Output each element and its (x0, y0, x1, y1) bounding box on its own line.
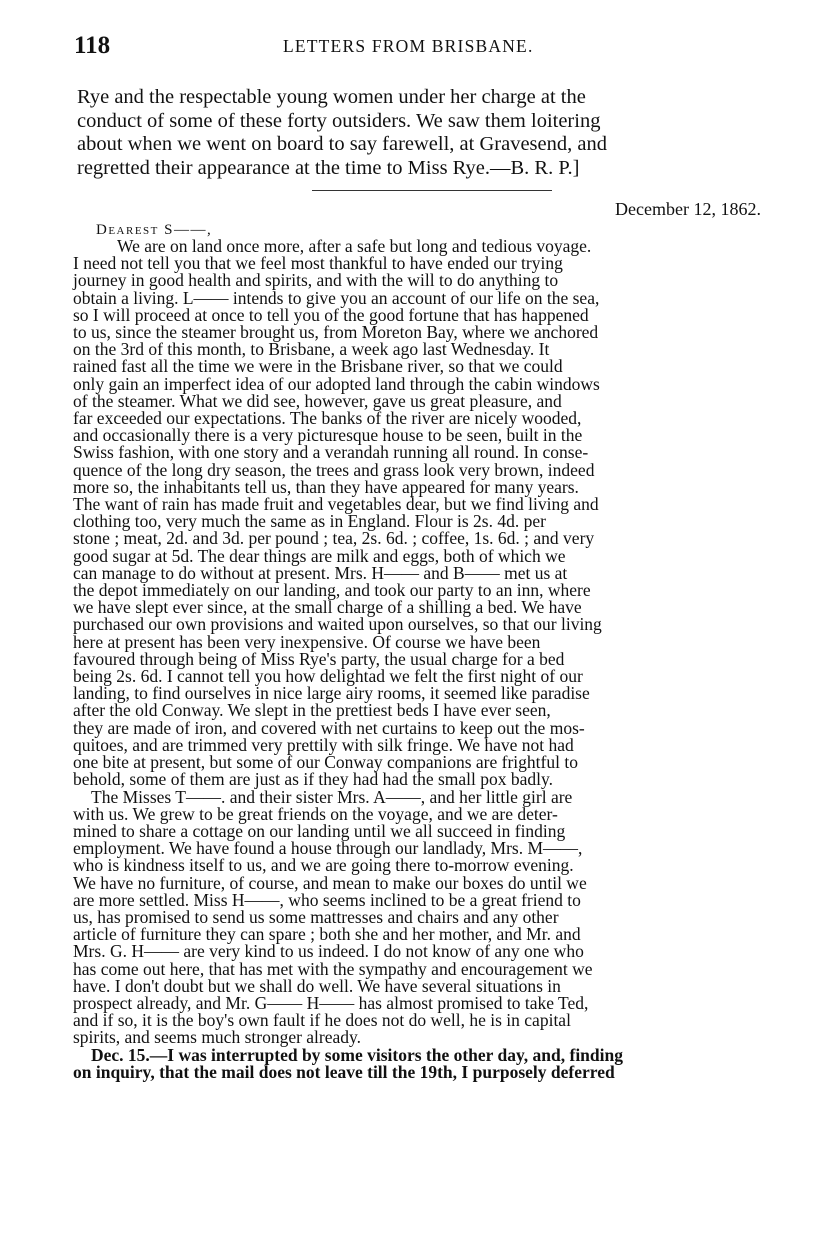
section-divider (312, 190, 552, 191)
letter-line: The Misses T——. and their sister Mrs. A——, and her little girl are (91, 786, 573, 807)
letter-line: on the 3rd of this month, to Brisbane, a week ago last Wednesday. It (73, 339, 550, 360)
letter-line: far exceeded our expectations. The banks of the river are nicely wooded, (73, 408, 582, 429)
letter-line: behold, some of them are just as if they had had the small pox badly. (73, 769, 554, 790)
letter-line: We have no furniture, of course, and mean to make our boxes do until we (73, 872, 587, 893)
letter-line: obtain a living. L—— intends to give you an account of our life on the sea, (73, 287, 600, 308)
letter-line: stone ; meat, 2d. and 3d. per pound ; tea, 2s. 6d. ; coffee, 1s. 6d. ; and very (73, 528, 595, 549)
letter-line: I need not tell you that we feel most thankful to have ended our trying (73, 253, 563, 274)
intro-line: about when we went on board to say farewell, at Gravesend, and (77, 133, 607, 155)
intro-line: regretted their appearance at the time to Miss Rye.—B. R. P.] (77, 156, 580, 179)
letter-line: good sugar at 5d. The dear things are milk and eggs, both of which we (73, 545, 566, 566)
letter-line: with us. We grew to be great friends on the voyage, and we are deter- (73, 803, 558, 824)
letter-line: are more settled. Miss H——, who seems inclined to be a great friend to (73, 889, 581, 910)
letter-line: to us, since the steamer brought us, from Moreton Bay, where we anchored (73, 322, 599, 343)
letter-line: quitoes, and are trimmed very prettily with silk fringe. We have not had (73, 734, 574, 755)
letter-line: quence of the long dry season, the trees and grass look very brown, indeed (73, 459, 595, 480)
letter-body (73, 238, 787, 1081)
letter-line: purchased our own provisions and waited upon ourselves, so that our living (73, 614, 602, 635)
letter-line: Dec. 15.—I was interrupted by some visitors the other day, and, finding (91, 1044, 623, 1065)
letter-line: so I will proceed at once to tell you of the good fortune that has happened (73, 304, 589, 325)
intro-paragraph (77, 86, 789, 180)
letter-line: can manage to do without at present. Mrs. H—— and B—— met us at (73, 562, 568, 583)
letter-line: only gain an imperfect idea of our adopted land through the cabin windows (73, 373, 600, 394)
letter-line: we have slept ever since, at the small charge of a shilling a bed. We have (73, 597, 582, 618)
page-number: 118 (74, 32, 111, 59)
letter-line: one bite at present, but some of our Conway companions are frightful to (73, 752, 578, 773)
letter-line: who is kindness itself to us, and we are going there to-morrow evening. (73, 855, 574, 876)
letter-line: of the steamer. What we did see, however, gave us great pleasure, and (73, 390, 562, 411)
running-title: LETTERS FROM BRISBANE. (283, 36, 534, 56)
letter-salutation: Dearest S——, (96, 222, 213, 238)
letter-line: has come out here, that has met with the sympathy and encouragement we (73, 958, 593, 979)
letter-line: Mrs. G. H—— are very kind to us indeed. I do not know of any one who (73, 941, 584, 962)
intro-line: conduct of some of these forty outsiders. We saw them loitering (77, 109, 601, 132)
letter-date: December 12, 1862. (615, 199, 761, 219)
letter-line: landing, to find ourselves in nice large airy rooms, it seemed like paradise (73, 683, 590, 704)
letter-line: favoured through being of Miss Rye's party, the usual charge for a bed (73, 648, 565, 669)
letter-line: clothing too, very much the same as in England. Flour is 2s. 4d. per (73, 511, 546, 532)
letter-line: more so, the inhabitants tell us, than they have appeared for many years. (73, 476, 579, 497)
letter-line: spirits, and seems much stronger already. (73, 1027, 362, 1048)
letter-line: here at present has been very inexpensive. Of course we have been (73, 631, 541, 652)
letter-line: have. I don't doubt but we shall do well. We have several situations in (73, 975, 561, 996)
letter-line: us, has promised to send us some mattresses and chairs and any other (73, 906, 559, 927)
letter-line: being 2s. 6d. I cannot tell you how delightad we felt the first night of our (73, 666, 583, 687)
letter-line: and if so, it is the boy's own fault if he does not do well, he is in capital (73, 1010, 571, 1031)
letter-line: after the old Conway. We slept in the prettiest beds I have ever seen, (73, 700, 551, 721)
letter-line: We are on land once more, after a safe but long and tedious voyage. (117, 236, 592, 256)
letter-line: on inquiry, that the mail does not leave till the 19th, I purposely deferred (73, 1061, 615, 1082)
letter-line: the depot immediately on our landing, and took our party to an inn, where (73, 580, 591, 601)
letter-line: Swiss fashion, with one story and a verandah running all round. In conse- (73, 442, 589, 463)
intro-line: Rye and the respectable young women under her charge at the (77, 86, 586, 108)
letter-line: they are made of iron, and covered with net curtains to keep out the mos- (73, 717, 585, 738)
letter-line: and occasionally there is a very picturesque house to be seen, built in the (73, 425, 583, 446)
letter-line: journey in good health and spirits, and with the will to do anything to (73, 270, 559, 291)
letter-line: prospect already, and Mr. G—— H—— has almost promised to take Ted, (73, 992, 589, 1013)
letter-line: mined to share a cottage on our landing until we all succeed in finding (73, 820, 566, 841)
letter-line: article of furniture they can spare ; both she and her mother, and Mr. and (73, 924, 581, 945)
letter-line: employment. We have found a house through our landlady, Mrs. M——, (73, 838, 583, 859)
letter-line: The want of rain has made fruit and vegetables dear, but we find living and (73, 494, 599, 515)
letter-line: rained fast all the time we were in the Brisbane river, so that we could (73, 356, 563, 377)
